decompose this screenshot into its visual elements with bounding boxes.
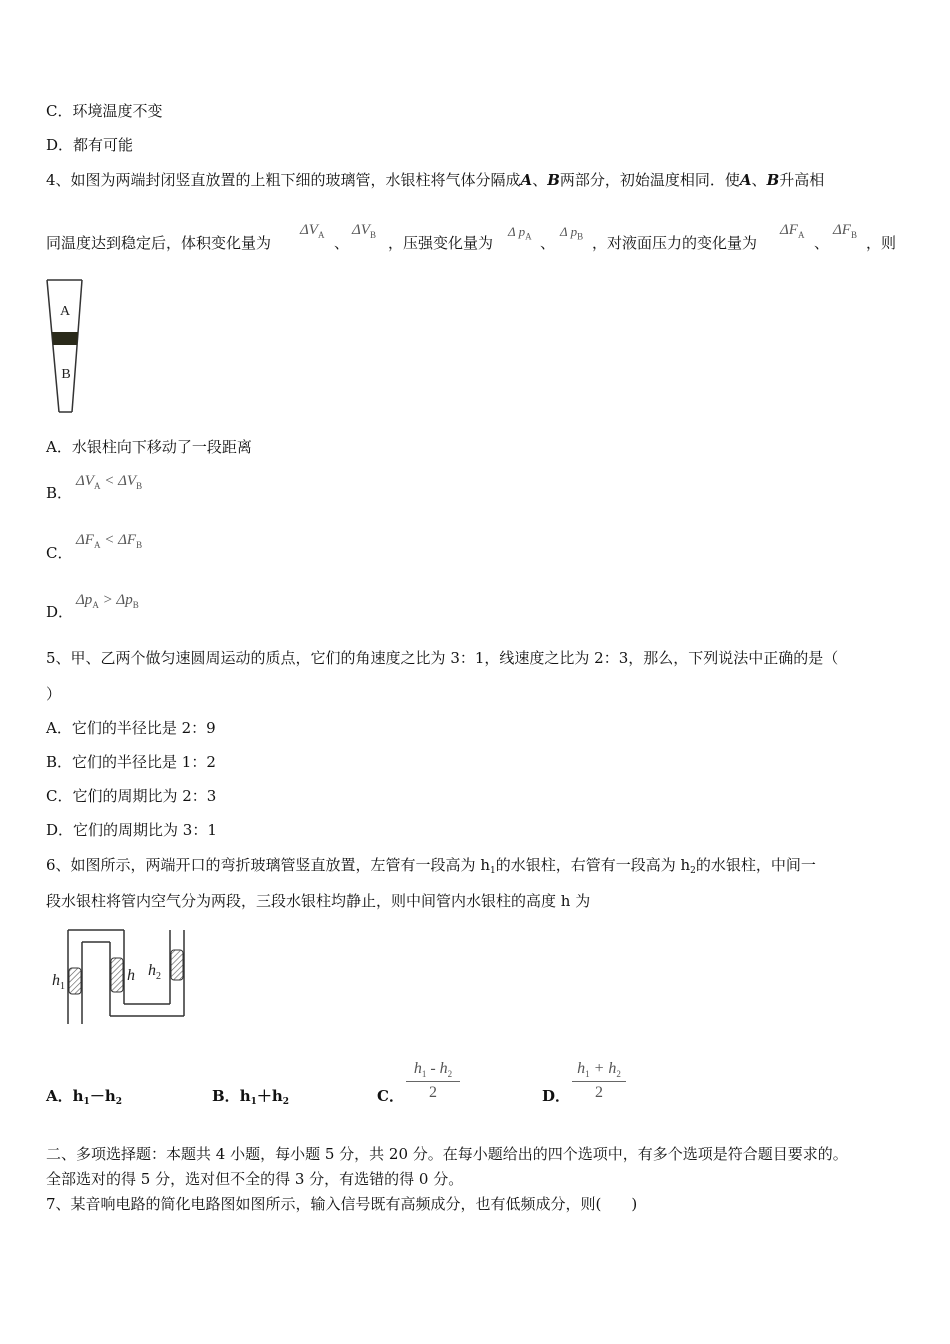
- q4-option-b-label[interactable]: B．: [46, 484, 73, 502]
- separator: 、: [334, 234, 350, 252]
- q4-option-c-expr: $\Delta F_A < \Delta F_B$: [76, 532, 143, 550]
- q6-option-c-label[interactable]: C．: [377, 1087, 404, 1105]
- q5-stem-line1: 5、甲、乙两个做匀速圆周运动的质点，它们的角速度之比为 3：1，线速度之比为 2：3，那么，下列说法中正确的是（: [46, 649, 839, 667]
- separator: 、: [540, 234, 556, 252]
- mercury-column: [52, 332, 78, 345]
- q4-stem-line1: [46, 170, 824, 190]
- q6-stem-line1: 6、如图所示，两端开口的弯折玻璃管竖直放置，左管有一段高为 $h_1$的水银柱，右管有一段高为 $h_2$的水银柱，中间一: [46, 856, 816, 876]
- q4-option-d-expr: $\Delta p_A > \Delta p_B$: [76, 592, 139, 610]
- separator: 、: [751, 171, 767, 189]
- q3-option-d[interactable]: D．都有可能: [46, 136, 134, 154]
- label-h1: h: [52, 972, 60, 989]
- q5-option-c[interactable]: C．它们的周期比为 2：3: [46, 787, 217, 805]
- section2-instructions-line2: 全部选对的得 5 分，选对但不全的得 3 分，有选错的得 0 分。: [46, 1170, 464, 1188]
- var-b: B: [547, 171, 560, 189]
- section2-instructions-line1: 二、多项选择题：本题共 4 小题，每小题 5 分，共 20 分。在每小题给出的四个选项中，有多个选项是符合题目要求的。: [46, 1145, 848, 1163]
- q4-stem-line2-text2: ，压强变化量为: [388, 234, 494, 252]
- q4-stem-line2-text3: ，对液面压力的变化量为: [592, 234, 758, 252]
- svg-text:h2: [148, 962, 161, 982]
- q4-stem-text: 4、如图为两端封闭竖直放置的上粗下细的玻璃管，水银柱将气体分隔成: [46, 171, 521, 189]
- q4-option-d-label[interactable]: D．: [46, 603, 74, 621]
- svg-text:h1: [52, 972, 65, 992]
- tapered-tube-figure: [44, 278, 86, 414]
- q3-option-c[interactable]: C．环境温度不变: [46, 102, 163, 120]
- math-delta-vb: $\Delta V_B$: [352, 222, 376, 240]
- bent-tube-figure: [44, 928, 194, 1028]
- math-delta-fb: $\Delta F_B$: [833, 222, 857, 240]
- label-h2-sub: 2: [156, 971, 161, 982]
- q6-option-a[interactable]: A．$h_1-h_2$: [46, 1087, 122, 1107]
- q4-stem-line2-text1: 同温度达到稳定后，体积变化量为: [46, 234, 272, 252]
- q4-option-a[interactable]: A．水银柱向下移动了一段距离: [46, 438, 252, 456]
- mercury-h1: [69, 968, 81, 994]
- q7-stem: 7、某音响电路的简化电路图如图所示，输入信号既有高频成分，也有低频成分，则( ): [46, 1195, 638, 1213]
- q4-stem-text: 升高相: [779, 171, 825, 189]
- var-b: B: [766, 171, 780, 189]
- math-delta-va: $\Delta V_A$: [300, 222, 325, 240]
- q5-option-b[interactable]: B．它们的半径比是 1：2: [46, 753, 216, 771]
- q5-option-d[interactable]: D．它们的周期比为 3：1: [46, 821, 217, 839]
- separator: 、: [532, 171, 548, 189]
- mercury-h: [111, 958, 123, 992]
- q6-option-c-fraction: $h_1 - h_2$ 2: [406, 1060, 460, 1102]
- label-b: B: [61, 367, 71, 382]
- var-a: A: [520, 171, 533, 189]
- q6-option-d-fraction: $h_1 + h_2$ 2: [572, 1060, 626, 1102]
- separator: 、: [814, 234, 830, 252]
- math-delta-pa: Δ $p_A$: [508, 224, 532, 242]
- q5-stem-line2: ）: [46, 685, 62, 703]
- q6-stem-line2: 段水银柱将管内空气分为两段，三段水银柱均静止，则中间管内水银柱的高度 h 为: [46, 892, 591, 910]
- math-delta-fa: $\Delta F_A$: [780, 222, 805, 240]
- mercury-h2: [171, 950, 183, 980]
- q5-option-a[interactable]: A．它们的半径比是 2：9: [46, 719, 216, 737]
- label-h2: h: [148, 962, 156, 979]
- q4-option-b-expr: $\Delta V_A < \Delta V_B$: [76, 473, 143, 491]
- label-h: h: [127, 967, 135, 984]
- q6-option-d-label[interactable]: D．: [542, 1087, 571, 1105]
- label-h1-sub: 1: [60, 981, 65, 992]
- q6-option-b[interactable]: B．$h_1+h_2$: [212, 1087, 290, 1107]
- q4-stem-line2-text4: ，则: [866, 234, 897, 252]
- q4-option-c-label[interactable]: C．: [46, 544, 73, 562]
- math-delta-pb: Δ $p_B$: [560, 224, 584, 242]
- label-a: A: [59, 304, 71, 319]
- var-a: A: [739, 171, 752, 189]
- q4-stem-text: 两部分，初始温度相同．使: [559, 171, 740, 189]
